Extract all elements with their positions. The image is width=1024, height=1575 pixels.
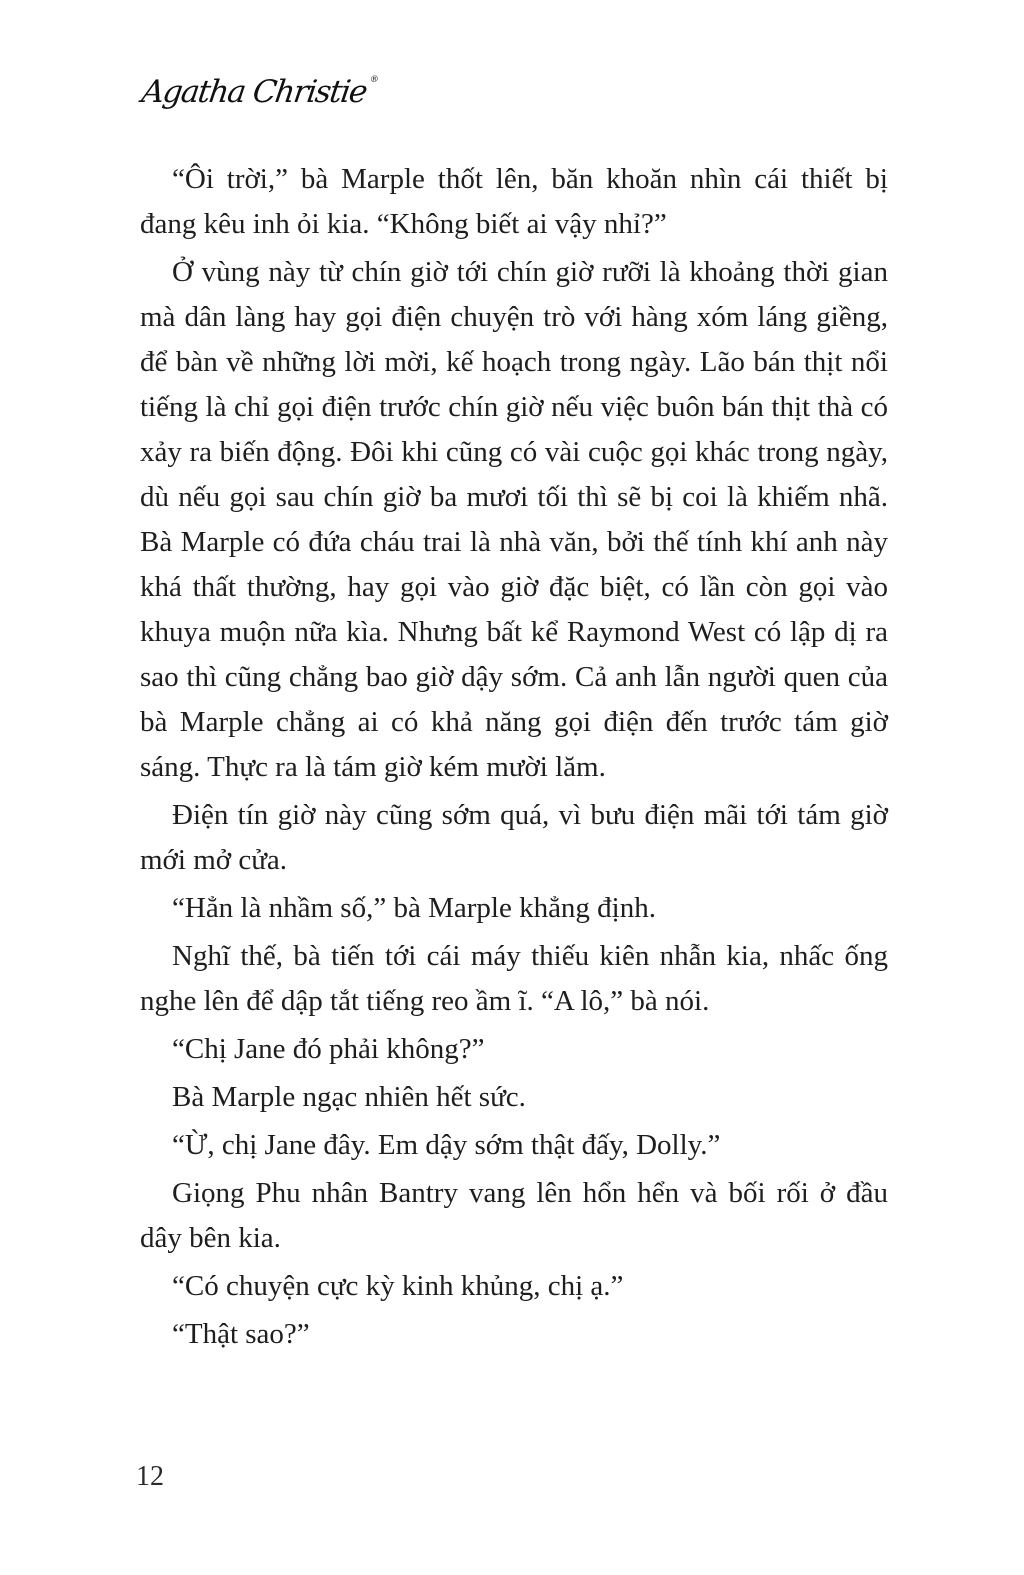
agatha-christie-signature-logo [139, 74, 379, 110]
paragraph: “Ôi trời,” bà Marple thốt lên, băn khoăn nhìn cái thiết bị đang kêu inh ỏi kia. “Không biết ai vậy nhỉ?” [140, 163, 888, 240]
signature-text: Agatha Christie [139, 74, 369, 110]
paragraph: Giọng Phu nhân Bantry vang lên hổn hển và bối rối ở đầu dây bên kia. [140, 1177, 888, 1254]
paragraph: “Hẳn là nhầm số,” bà Marple khẳng định. [172, 892, 656, 924]
paragraph: “Thật sao?” [172, 1318, 310, 1350]
paragraph: Bà Marple ngạc nhiên hết sức. [172, 1081, 526, 1113]
paragraph: “Có chuyện cực kỳ kinh khủng, chị ạ.” [172, 1270, 624, 1302]
paragraph: “Ừ, chị Jane đây. Em dậy sớm thật đấy, Dolly.” [172, 1129, 721, 1161]
paragraph: Nghĩ thế, bà tiến tới cái máy thiếu kiên nhẫn kia, nhấc ống nghe lên để dập tắt tiếng reo ầm ĩ. “A lô,” bà nói. [140, 940, 888, 1017]
paragraph: Điện tín giờ này cũng sớm quá, vì bưu điện mãi tới tám giờ mới mở cửa. [140, 799, 888, 876]
paragraph: “Chị Jane đó phải không?” [172, 1033, 485, 1065]
paragraph: Ở vùng này từ chín giờ tới chín giờ rưỡi là khoảng thời gian mà dân làng hay gọi điện chuyện trò với hàng xóm láng giềng, để bàn về những lời mời, kế hoạch trong ngày. Lão bán thịt nổi tiếng là chỉ gọi điện trước chín giờ nếu việc buôn bán thịt thà có xảy ra biến động. Đôi khi cũng có vài cuộc gọi khác trong ngày, dù nếu gọi sau chín giờ ba mươi tối thì sẽ bị coi là khiếm nhã. Bà Marple có đứa cháu trai là nhà văn, bởi thế tính khí anh này khá thất thường, hay gọi vào giờ đặc biệt, có lần còn gọi vào khuya muộn nữa kìa. Nhưng bất kể Raymond West có lập dị ra sao thì cũng chẳng bao giờ dậy sớm. Cả anh lẫn người quen của bà Marple chẳng ai có khả năng gọi điện đến trước tám giờ sáng. Thực ra là tám giờ kém mười lăm. [140, 256, 888, 783]
page-number: 12 [136, 1461, 164, 1492]
body-text [140, 157, 888, 1360]
registered-mark: ® [369, 75, 380, 85]
